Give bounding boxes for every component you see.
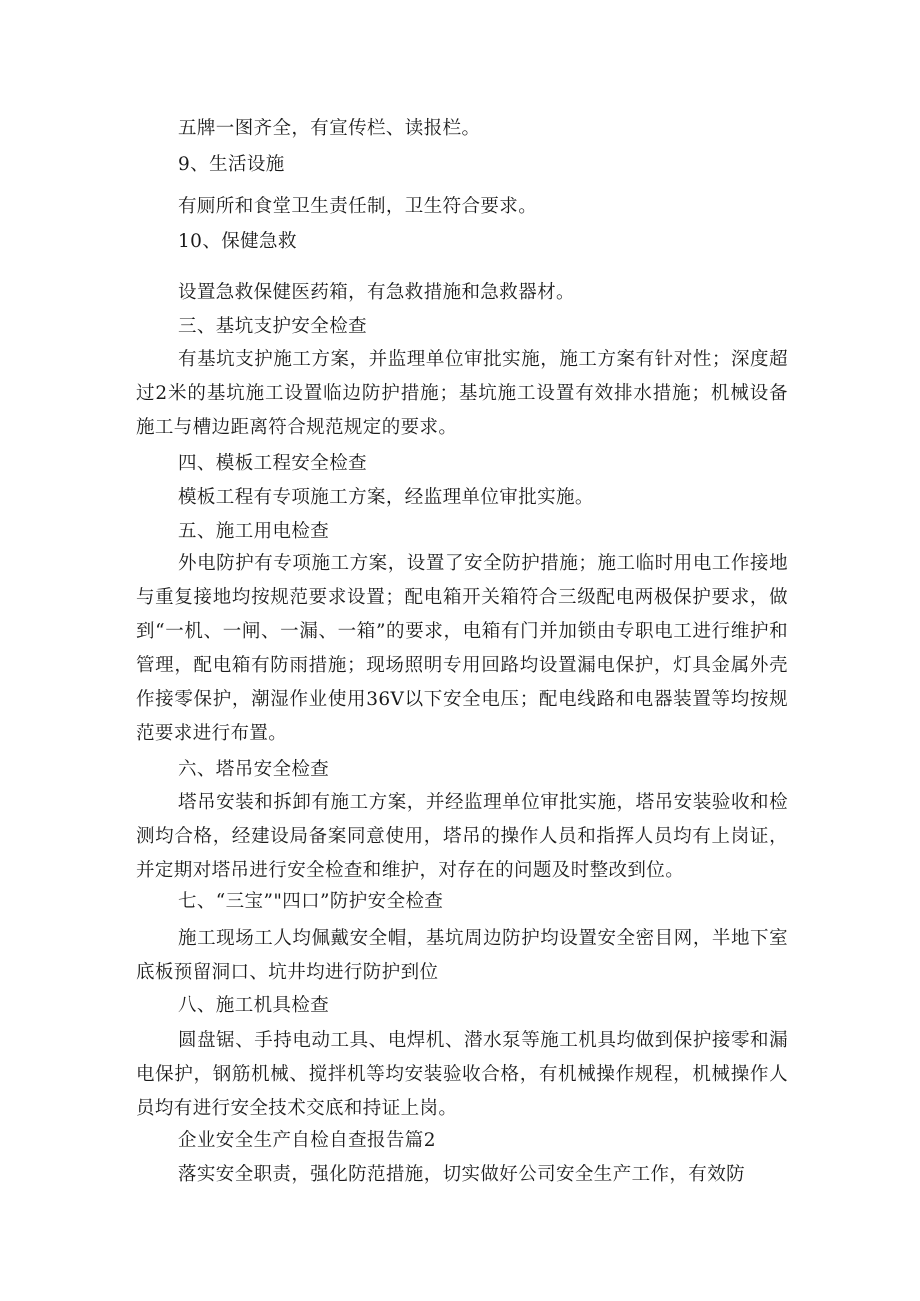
heading-pit-support: 三、基坑支护安全检查: [178, 316, 368, 337]
heading-report-2: 企业安全生产自检自查报告篇2: [178, 1130, 436, 1151]
heading-electricity: 五、施工用电检查: [178, 521, 330, 542]
paragraph-tower-crane: 塔吊安装和拆卸有施工方案，并经监理单位审批实施，塔吊安装验收和检测均合格，经建设局备案同意使用，塔吊的操作人员和指挥人员均有上岗证，并定期对塔吊进行安全检查和维护，对存在的问题及时整改到位。: [136, 792, 788, 881]
paragraph-last: 落实安全职责，强化防范措施，切实做好公司安全生产工作，有效防: [178, 1164, 746, 1185]
paragraph-machinery: 圆盘锯、手持电动工具、电焊机、潜水泵等施工机具均做到保护接零和漏电保护，钢筋机械、搅拌机等均安装验收合格，有机械操作规程，机械操作人员均有进行安全技术交底和持证上岗。: [136, 1030, 788, 1119]
paragraph-electricity: 外电防护有专项施工方案，设置了安全防护措施；施工临时用电工作接地与重复接地均按规范要求设置；配电箱开关箱符合三级配电两极保护要求，做到“一机、一闸、一漏、一箱”的要求，电箱有门并加锁由专职电工进行维护和管理，配电箱有防雨措施；现场照明专用回路均设置漏电保护，灯具金属外壳作接零保护，潮湿作业使用36V以下安全电压；配电线路和电器装置等均按规范要求进行布置。: [136, 553, 788, 744]
paragraph-protection: 施工现场工人均佩戴安全帽，基坑周边防护均设置安全密目网，半地下室底板预留洞口、坑井均进行防护到位: [136, 928, 788, 983]
paragraph-3: 设置急救保健医药箱，有急救措施和急救器材。: [178, 282, 575, 303]
heading-tower-crane: 六、塔吊安全检查: [178, 759, 330, 780]
paragraph-2: 有厕所和食堂卫生责任制，卫生符合要求。: [178, 196, 538, 217]
heading-living-facilities: 9、生活设施: [178, 154, 285, 175]
paragraph-1: 五牌一图齐全，有宣传栏、读报栏。: [178, 118, 481, 139]
heading-formwork: 四、模板工程安全检查: [178, 453, 368, 474]
heading-machinery: 八、施工机具检查: [178, 995, 330, 1016]
paragraph-formwork: 模板工程有专项施工方案，经监理单位审批实施。: [178, 487, 594, 508]
heading-first-aid: 10、保健急救: [178, 231, 297, 252]
paragraph-pit-support: 有基坑支护施工方案，并监理单位审批实施，施工方案有针对性；深度超过2米的基坑施工设置临边防护措施；基坑施工设置有效排水措施；机械设备施工与槽边距离符合规范规定的要求。: [136, 349, 788, 438]
heading-protection: 七、“三宝”"四口”防护安全检查: [178, 891, 444, 912]
